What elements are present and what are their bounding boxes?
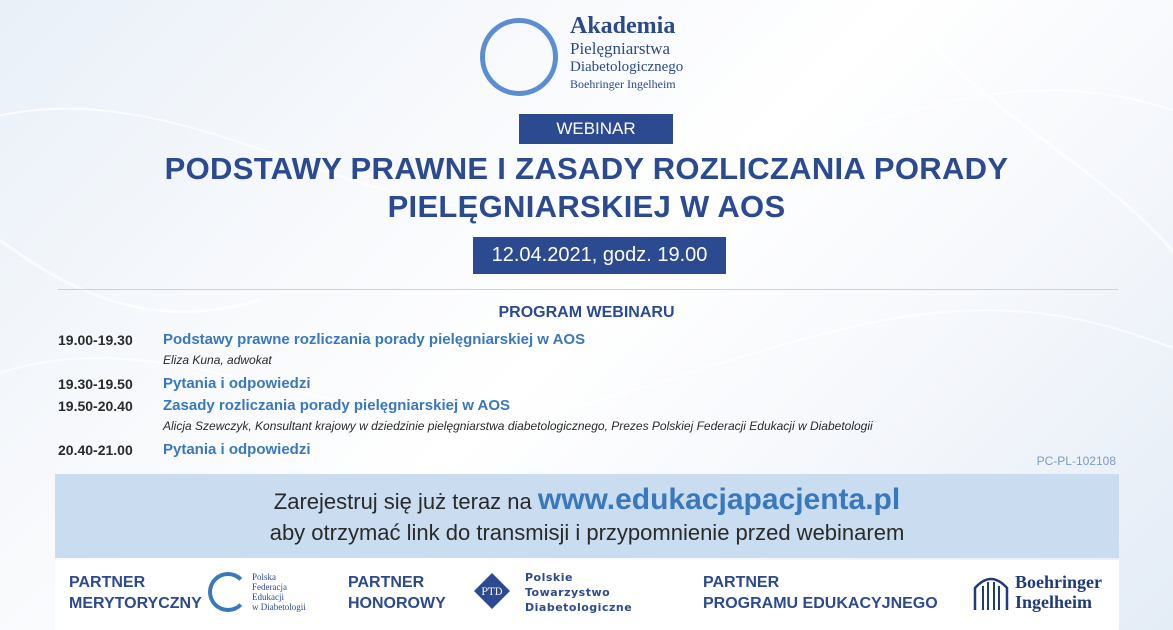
agenda-topic: Podstawy prawne rozliczania porady pielęgniarskiej w AOS	[163, 331, 586, 348]
partner-honor-label-1: PARTNER	[348, 574, 425, 591]
partner-merit-label-2: MERYTORYCZNY	[69, 595, 202, 612]
register-banner	[55, 474, 1119, 558]
agenda-time: 19.50-20.40	[58, 398, 133, 414]
agenda-topic: Zasady rozliczania porady pielęgniarskiej w AOS	[163, 397, 511, 414]
boehringer-line-1: Boehringer	[1015, 572, 1102, 592]
register-prefix: Zarejestruj się już teraz na	[273, 489, 538, 514]
agenda-time: 19.30-19.50	[58, 376, 133, 392]
ptd-line-1: Polskie	[525, 571, 573, 584]
agenda-topic: Pytania i odpowiedzi	[163, 441, 311, 458]
agenda-speaker: Alicja Szewczyk, Konsultant krajowy w dziedzinie pielęgniarstwa diabetologicznego, Prezes Polskiej Federacji Edukacji w Diabetologii	[163, 419, 873, 433]
logo-line-2: Pielęgniarstwa	[570, 39, 671, 58]
partner-edu-label-1: PARTNER	[703, 574, 780, 591]
logo-line-1: Akademia	[570, 13, 676, 39]
partner-merit-label	[69, 572, 202, 614]
partners-bar	[55, 560, 1119, 630]
agenda-item	[58, 396, 1118, 440]
agenda-time: 20.40-21.00	[58, 442, 133, 458]
register-link[interactable]: www.edukacjapacjenta.pl	[537, 483, 901, 516]
agenda-item	[58, 330, 1118, 374]
title-line-2: PIELĘGNIARSKIEJ W AOS	[387, 189, 786, 224]
pfed-logo	[208, 572, 308, 616]
agenda-time: 19.00-19.30	[58, 332, 133, 348]
pfed-line-3: Edukacji	[252, 592, 284, 602]
webinar-badge: WEBINAR	[519, 114, 673, 144]
logo-line-3: Diabetologicznego	[570, 59, 684, 75]
document-code: PC-PL-102108	[1036, 454, 1116, 468]
register-line-2: aby otrzymać link do transmisji i przypomnienie przed webinarem	[269, 520, 905, 545]
partner-honor-label	[348, 572, 446, 614]
register-line-1	[55, 484, 1119, 518]
agenda-item	[58, 440, 1118, 462]
logo-line-4: Boehringer Ingelheim	[570, 77, 676, 91]
boehringer-building-icon	[973, 572, 1009, 612]
agenda-list	[58, 330, 1118, 462]
akademia-logo	[480, 14, 710, 100]
boehringer-logo	[973, 572, 1113, 616]
logo-ring-icon	[480, 18, 558, 96]
pfed-line-2: Federacja	[252, 582, 287, 592]
partner-edu-label	[703, 572, 938, 614]
agenda-item	[58, 374, 1118, 396]
program-heading: PROGRAM WEBINARU	[498, 304, 675, 321]
agenda-topic: Pytania i odpowiedzi	[163, 375, 311, 392]
page-title	[60, 150, 1113, 226]
divider	[58, 289, 1118, 290]
pfed-line-1: Polska	[252, 572, 277, 582]
ptd-line-3: Diabetologiczne	[525, 601, 633, 614]
boehringer-line-2: Ingelheim	[1015, 592, 1093, 612]
partner-merit-label-1: PARTNER	[69, 574, 146, 591]
partner-honor-label-2: HONOROWY	[348, 595, 446, 612]
agenda-speaker: Eliza Kuna, adwokat	[163, 353, 272, 367]
ptd-mark-text: PTD	[481, 587, 503, 598]
pfed-ring-icon	[208, 572, 248, 612]
date-badge: 12.04.2021, godz. 19.00	[473, 237, 726, 274]
title-line-1: PODSTAWY PRAWNE I ZASADY ROZLICZANIA PORADY	[164, 151, 1009, 186]
partner-edu-label-2: PROGRAMU EDUKACYJNEGO	[703, 595, 938, 612]
ptd-emblem-icon	[473, 572, 511, 610]
pfed-line-4: w Diabetologii	[252, 602, 306, 612]
ptd-logo	[473, 570, 673, 620]
ptd-line-2: Towarzystwo	[525, 586, 611, 599]
